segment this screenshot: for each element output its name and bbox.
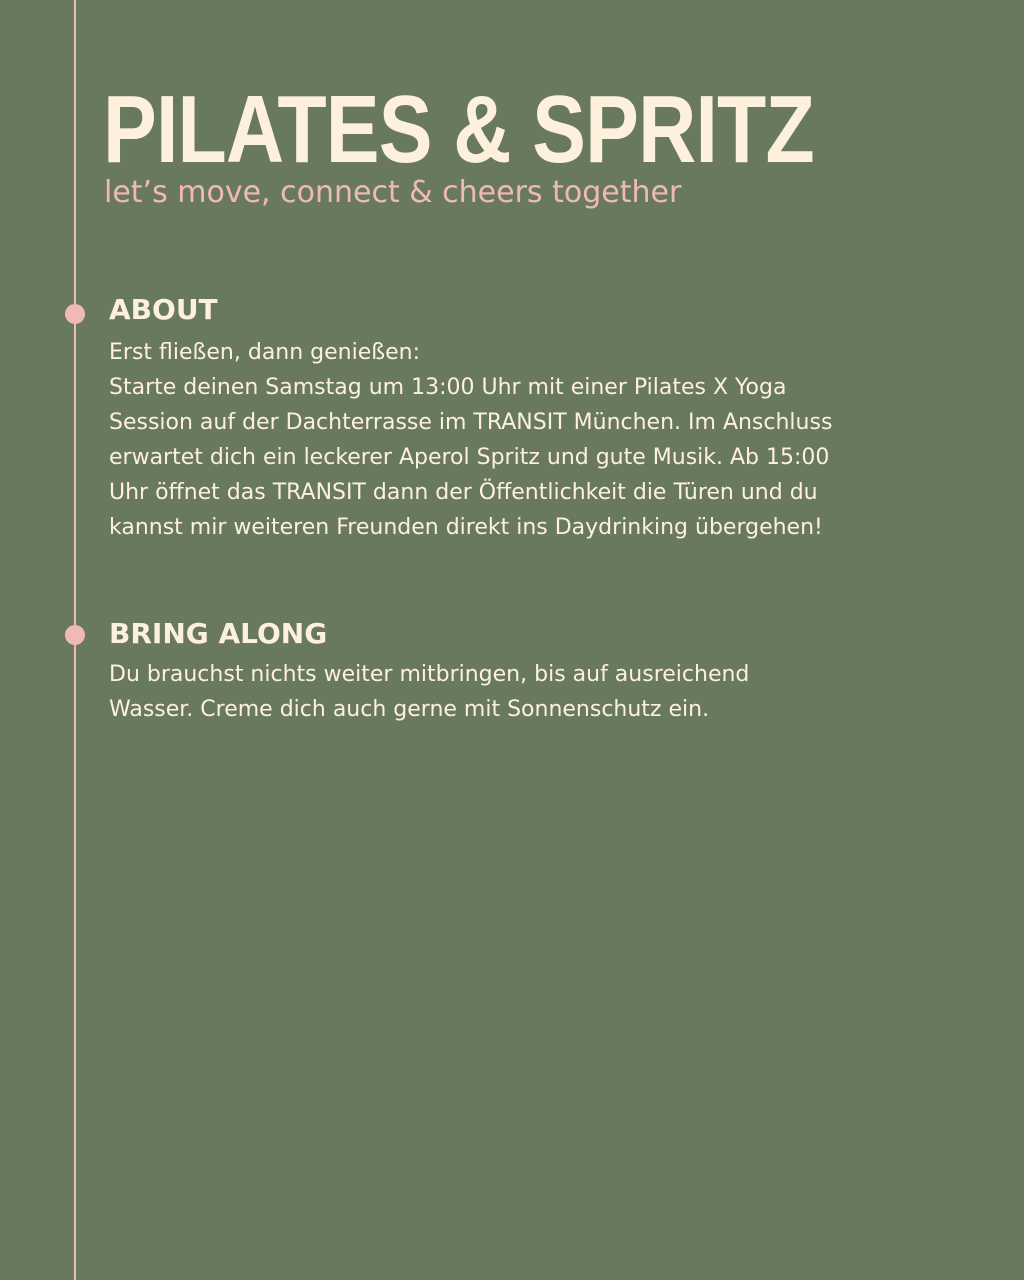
timeline-dot-about <box>65 304 85 324</box>
section-body-about <box>109 335 832 545</box>
body-line: Uhr öffnet das TRANSIT dann der Öffentlichkeit die Türen und du <box>109 480 818 505</box>
body-line: kannst mir weiteren Freunden direkt ins Daydrinking übergehen! <box>109 515 823 540</box>
body-line: Starte deinen Samstag um 13:00 Uhr mit einer Pilates X Yoga <box>109 375 787 400</box>
timeline-dot-bring-along <box>65 625 85 645</box>
page-title: PILATES & SPRITZ <box>103 76 814 183</box>
body-line: Session auf der Dachterrasse im TRANSIT München. Im Anschluss <box>109 410 833 435</box>
section-heading-about: ABOUT <box>109 293 218 326</box>
body-line: Erst fließen, dann genießen: <box>109 340 421 365</box>
body-line: erwartet dich ein leckerer Aperol Spritz und gute Musik. Ab 15:00 <box>109 445 830 470</box>
section-body-bring-along <box>109 657 749 727</box>
body-line: Du brauchst nichts weiter mitbringen, bis auf ausreichend <box>109 662 750 687</box>
section-heading-bring-along: BRING ALONG <box>109 617 328 650</box>
page-subtitle: let’s move, connect & cheers together <box>104 175 682 210</box>
body-line: Wasser. Creme dich auch gerne mit Sonnenschutz ein. <box>109 697 710 722</box>
